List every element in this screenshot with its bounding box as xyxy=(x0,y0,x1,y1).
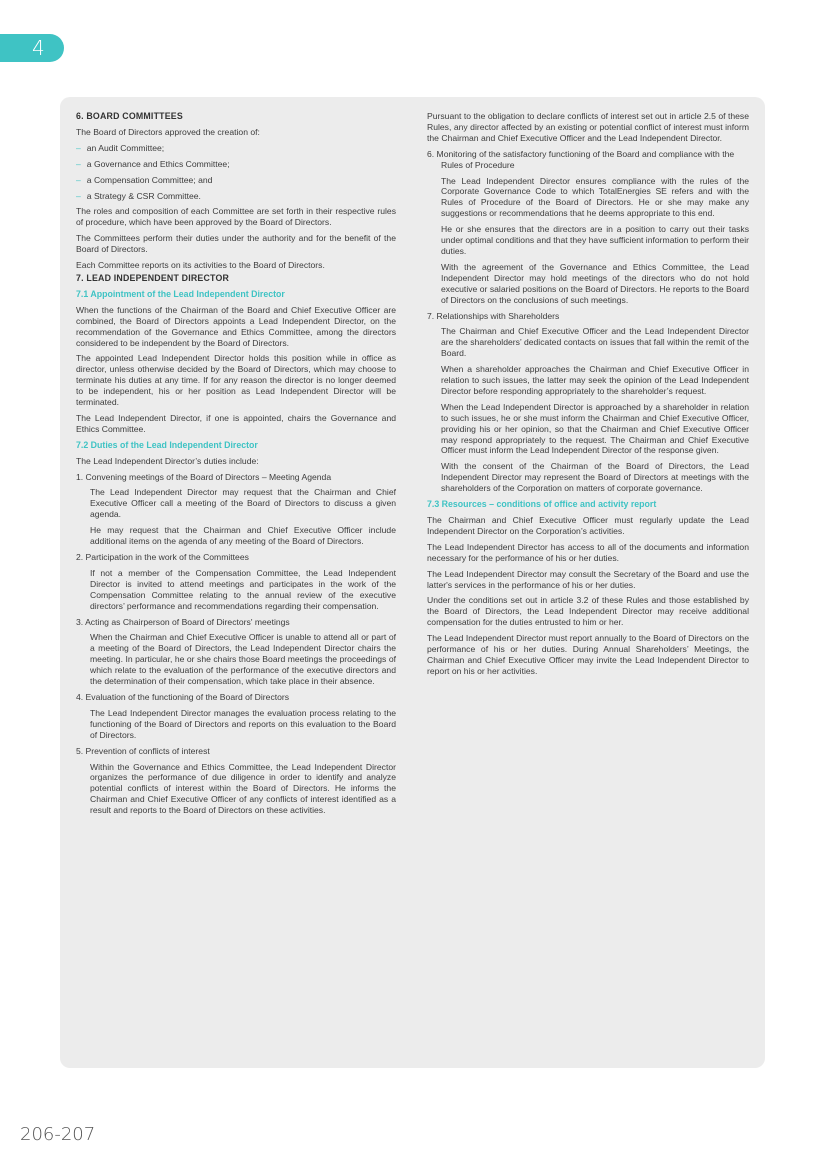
paragraph: He or she ensures that the directors are in a position to carry out their tasks under optimal conditions and that they have sufficient information to perform their duties. xyxy=(441,224,749,256)
section-7-heading: 7. LEAD INDEPENDENT DIRECTOR xyxy=(76,272,230,283)
paragraph: The Lead Independent Director manages the evaluation process relating to the functioning of the Board of Directors and reports on this evaluation to the Board of Directors. xyxy=(90,707,396,740)
paragraph: The Lead Independent Director may request that the Chairman and Chief Executive Officer call a meeting of the Board of Directors to discuss a given agenda. xyxy=(90,487,396,520)
paragraph: The Lead Independent Director, if one is appointed, chairs the Governance and Ethics Committee. xyxy=(76,412,396,434)
content-panel xyxy=(60,97,765,1068)
list-item: – a Compensation Committee; and xyxy=(76,174,213,185)
paragraph: When the functions of the Chairman of the Board and Chief Executive Officer are combined, the Board of Directors appoints a Lead Independent Director, on the recommendation of the Governance and Ethics Committee, among the directors considered to be independent by the Board of Directors. xyxy=(76,304,396,348)
paragraph: The Lead Independent Director must report annually to the Board of Directors on the performance of his or her duties. During Annual Shareholders’ Meetings, the Chairman and Chief Executive Officer may invite the Lead Independent Director to report on his or her activities. xyxy=(427,633,749,676)
paragraph: The Board of Directors approved the creation of: xyxy=(76,126,260,137)
subsection-7-1-heading: 7.1 Appointment of the Lead Independent Director xyxy=(76,288,285,299)
paragraph: Pursuant to the obligation to declare conflicts of interest set out in article 2.5 of these Rules, any director affected by an existing or potential conflict of interest must inform the Chairman and Chief Executive Officer and the Lead Independent Director. xyxy=(427,111,749,143)
paragraph: With the agreement of the Governance and Ethics Committee, the Lead Independent Director may hold meetings of the directors who do not hold executive or salaried positions on the Board of Directors. He reports to the Board of Directors on the conclusions of such meetings. xyxy=(441,261,749,305)
paragraph: The Committees perform their duties under the authority and for the benefit of the Board of Directors. xyxy=(76,233,396,255)
duty-6-title: 6. Monitoring of the satisfactory functioning of the Board and compliance with the Rules of Procedure xyxy=(427,148,735,170)
paragraph: The Chairman and Chief Executive Officer and the Lead Independent Director are the shareholders’ dedicated contacts on issues that fall within the remit of the Board. xyxy=(441,326,749,359)
list-item: – a Strategy & CSR Committee. xyxy=(76,190,201,201)
subsection-7-2-heading: 7.2 Duties of the Lead Independent Director xyxy=(76,439,258,450)
section-6-heading: 6. BOARD COMMITTEES xyxy=(76,111,183,121)
duty-7-title: 7. Relationships with Shareholders xyxy=(427,310,560,321)
duty-3-title: 3. Acting as Chairperson of Board of Directors' meetings xyxy=(76,616,290,627)
paragraph: The Chairman and Chief Executive Officer must regularly update the Lead Independent Director on the Corporation’s activities. xyxy=(427,515,749,536)
duty-4-title: 4. Evaluation of the functioning of the Board of Directors xyxy=(76,691,290,702)
list-item: – an Audit Committee; xyxy=(76,142,165,153)
paragraph: The roles and composition of each Committee are set forth in their respective rules of procedure, which have been approved by the Board of Directors. xyxy=(76,206,396,228)
paragraph: The Lead Independent Director has access to all of the documents and information necessary for the performance of his or her duties. xyxy=(427,541,749,563)
paragraph: When the Lead Independent Director is approached by a shareholder in relation to such issues, he or she must inform the Chairman and Chief Executive Officer, providing his or her opinion, so that the Chairman and Chief Executive Officer may respond appropriately to the request. The Chairman and Chief Executive Officer must inform the Lead Independent Director of the response given. xyxy=(441,401,749,456)
paragraph: He may request that the Chairman and Chief Executive Officer include additional items on the agenda of any meeting of the Board of Directors. xyxy=(90,525,396,547)
paragraph: Under the conditions set out in article 3.2 of these Rules and those established by the Board of Directors, the Lead Independent Director may receive additional compensation for the duties entrusted to him or her. xyxy=(427,595,749,628)
duty-1-title: 1. Convening meetings of the Board of Directors – Meeting Agenda xyxy=(76,471,332,482)
paragraph: If not a member of the Compensation Committee, the Lead Independent Director is invited to attend meetings and participates in the work of the Compensation Committee relating to the annual review of the executive directors’ performance and recommendations regarding their compensation. xyxy=(90,567,396,611)
duty-5-title: 5. Prevention of conflicts of interest xyxy=(76,745,210,756)
right-column xyxy=(427,111,749,682)
paragraph: The Lead Independent Director’s duties include: xyxy=(76,455,259,466)
footer-page-range: 206-207 xyxy=(20,1124,96,1145)
left-column xyxy=(76,111,396,821)
paragraph: The Lead Independent Director ensures compliance with the rules of the Corporate Governance Code to which TotalEnergies SE refers and with the Rules of Procedure of the Board of Directors. He or she may make any suggestions or recommendations that he deems appropriate to this end. xyxy=(441,175,749,219)
paragraph: The Lead Independent Director may consult the Secretary of the Board and use the latter's services in the performance of his or her duties. xyxy=(427,568,749,590)
subsection-7-3-heading: 7.3 Resources – conditions of office and activity report xyxy=(427,499,657,510)
paragraph: With the consent of the Chairman of the Board of Directors, the Lead Independent Director may represent the Board of Directors at meetings with the shareholders of the Corporation on matters of corporate governance. xyxy=(441,461,749,494)
paragraph: The appointed Lead Independent Director holds this position while in office as director, unless otherwise decided by the Board of Directors, which may choose to terminate his duties at any time. If for any reason the director is no longer deemed to be independent, his or her position as Lead Independent Director will be terminated. xyxy=(76,353,396,408)
page-number: 4 xyxy=(32,36,45,60)
paragraph: Each Committee reports on its activities to the Board of Directors. xyxy=(76,260,325,271)
paragraph: When the Chairman and Chief Executive Officer is unable to attend all or part of a meeting of the Board of Directors, the Lead Independent Director chairs the meeting. In particular, he or she chairs those Board meetings the proceedings of which relate to the evaluation of the performance of the executive directors and the determination of their compensation, which take place in their absence. xyxy=(90,632,396,687)
paragraph: When a shareholder approaches the Chairman and Chief Executive Officer in relation to such issues, the latter may seek the opinion of the Lead Independent Director before responding appropriately to the shareholder’s request. xyxy=(441,364,749,396)
page-number-tab xyxy=(0,34,64,62)
paragraph: Within the Governance and Ethics Committee, the Lead Independent Director organizes the performance of due diligence in order to identify and analyze potential conflicts of interest within the Board of Directors. He informs the Chairman and Chief Executive Officer of any conflicts of interest identified as a result and reports to the Board of Directors on these activities. xyxy=(90,761,396,816)
list-item: – a Governance and Ethics Committee; xyxy=(76,158,230,169)
duty-2-title: 2. Participation in the work of the Committees xyxy=(76,552,249,562)
